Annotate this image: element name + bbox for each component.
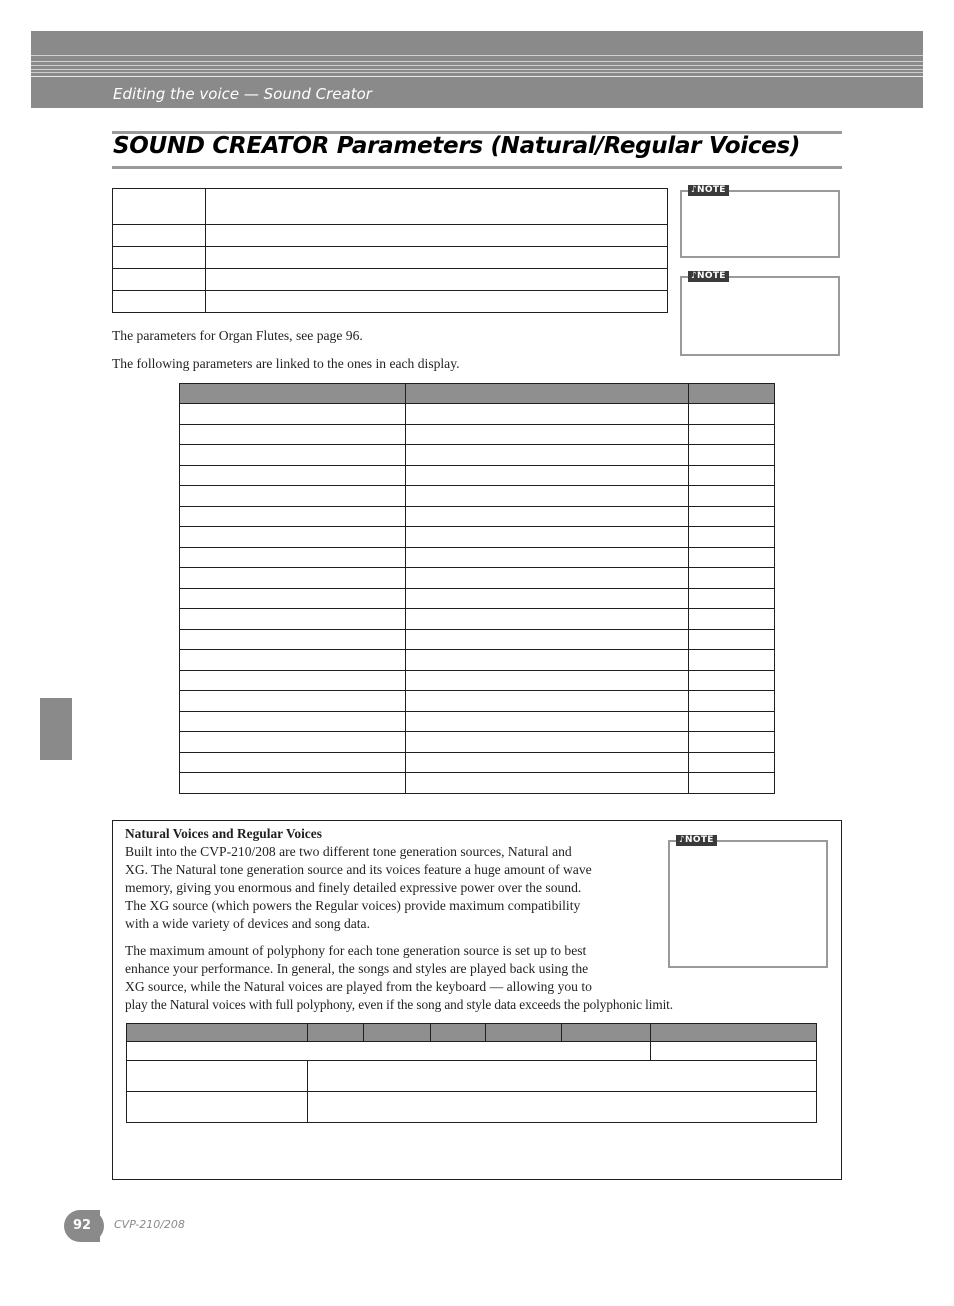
table-header-cell — [308, 1024, 364, 1042]
table-cell — [689, 445, 775, 466]
table-cell — [180, 732, 406, 753]
natural-voices-paragraph-2 — [125, 942, 673, 1014]
table-cell — [180, 711, 406, 732]
note-box — [680, 185, 840, 258]
table-cell — [689, 588, 775, 609]
text-line: Built into the CVP-210/208 are two different tone generation sources, Natural and — [125, 844, 572, 859]
note-icon: ♪NOTE — [688, 271, 729, 282]
table-cell — [206, 247, 668, 269]
table-cell — [689, 568, 775, 589]
table-cell — [406, 465, 689, 486]
section-label: Editing the voice — Sound Creator — [113, 85, 372, 103]
table-cell — [180, 650, 406, 671]
table-cell — [180, 670, 406, 691]
table-row — [180, 445, 775, 466]
table-cell — [689, 506, 775, 527]
note-box — [680, 271, 840, 356]
header-stripe — [31, 65, 923, 66]
table-cell — [180, 424, 406, 445]
table-header-cell — [180, 384, 406, 404]
table-header-cell — [486, 1024, 562, 1042]
table-cell — [689, 527, 775, 548]
table-cell — [689, 691, 775, 712]
header-stripe — [31, 69, 923, 70]
chapter-side-tab — [40, 698, 72, 760]
table-cell — [689, 732, 775, 753]
table-cell — [180, 568, 406, 589]
table-cell — [406, 691, 689, 712]
header-band — [31, 31, 923, 108]
table-row — [180, 732, 775, 753]
model-label: CVP-210/208 — [114, 1218, 185, 1231]
table-cell — [206, 291, 668, 313]
table-row — [180, 711, 775, 732]
table-row — [127, 1061, 817, 1092]
display-table — [112, 188, 668, 313]
table-row — [180, 752, 775, 773]
text-line: XG source, while the Natural voices are played from the keyboard — allowing you to — [125, 979, 592, 994]
table-header-cell — [431, 1024, 486, 1042]
table-cell — [406, 568, 689, 589]
text-line: memory, giving you enormous and finely detailed expressive power over the sound. — [125, 880, 582, 895]
table-row — [180, 588, 775, 609]
linked-params-text: The following parameters are linked to the ones in each display. — [112, 356, 460, 371]
table-row — [180, 486, 775, 507]
table-cell — [180, 404, 406, 425]
table-cell — [206, 189, 668, 225]
table-cell — [406, 752, 689, 773]
table-cell — [406, 506, 689, 527]
table-cell — [308, 1092, 817, 1123]
table-cell — [127, 1042, 651, 1061]
table-cell — [180, 609, 406, 630]
text-line: The XG source (which powers the Regular voices) provide maximum compatibility — [125, 898, 581, 913]
table-cell — [689, 465, 775, 486]
table-row — [127, 1042, 817, 1061]
table-row — [180, 465, 775, 486]
table-row — [180, 527, 775, 548]
table-header-cell — [562, 1024, 651, 1042]
table-cell — [406, 609, 689, 630]
table-cell — [113, 269, 206, 291]
table-row — [180, 424, 775, 445]
table-row — [113, 247, 668, 269]
note-icon: ♪NOTE — [676, 835, 717, 846]
table-row — [113, 291, 668, 313]
table-cell — [689, 711, 775, 732]
note-icon: ♪NOTE — [688, 185, 729, 196]
table-row — [180, 568, 775, 589]
table-cell — [689, 609, 775, 630]
table-cell — [689, 629, 775, 650]
table-cell — [406, 486, 689, 507]
text-line: enhance your performance. In general, the songs and styles are played back using the — [125, 961, 589, 976]
natural-voices-paragraph-1 — [125, 843, 592, 933]
table-cell — [308, 1061, 817, 1092]
header-stripe — [31, 61, 923, 62]
table-cell — [406, 732, 689, 753]
table-row — [180, 506, 775, 527]
table-header-cell — [364, 1024, 431, 1042]
table-cell — [406, 588, 689, 609]
table-cell — [113, 291, 206, 313]
table-cell — [406, 650, 689, 671]
table-cell — [406, 670, 689, 691]
table-cell — [180, 588, 406, 609]
table-header-row — [127, 1024, 817, 1042]
table-cell — [406, 424, 689, 445]
table-cell — [180, 527, 406, 548]
table-header-cell — [651, 1024, 817, 1042]
table-cell — [113, 247, 206, 269]
table-cell — [180, 486, 406, 507]
table-header-row — [180, 384, 775, 404]
table-row — [180, 650, 775, 671]
table-cell — [206, 225, 668, 247]
header-stripe — [31, 55, 923, 56]
text-line: The maximum amount of polyphony for each tone generation source is set up to best — [125, 943, 587, 958]
parameter-table — [179, 383, 775, 794]
table-cell — [689, 670, 775, 691]
table-cell — [406, 711, 689, 732]
title-rule-bottom — [112, 166, 842, 169]
table-cell — [406, 629, 689, 650]
text-line: XG. The Natural tone generation source and its voices feature a huge amount of wave — [125, 862, 592, 877]
page-title: SOUND CREATOR Parameters (Natural/Regular Voices) — [113, 133, 801, 159]
page-number: 92 — [64, 1210, 100, 1242]
table-row — [180, 609, 775, 630]
table-row — [113, 269, 668, 291]
table-cell — [127, 1061, 308, 1092]
text-line: with a wide variety of devices and song data. — [125, 916, 370, 931]
table-cell — [180, 465, 406, 486]
text-line: play the Natural voices with full polyphony, even if the song and style data exceeds the polyphonic limit. — [125, 997, 673, 1012]
table-row — [113, 225, 668, 247]
table-cell — [180, 629, 406, 650]
table-cell — [406, 404, 689, 425]
table-cell — [113, 189, 206, 225]
table-cell — [406, 547, 689, 568]
table-cell — [406, 445, 689, 466]
table-cell — [689, 547, 775, 568]
table-header-cell — [127, 1024, 308, 1042]
table-row — [180, 670, 775, 691]
table-cell — [180, 506, 406, 527]
header-stripe — [31, 72, 923, 73]
table-cell — [689, 404, 775, 425]
organ-flutes-text: The parameters for Organ Flutes, see page 96. — [112, 328, 363, 343]
table-cell — [180, 547, 406, 568]
table-cell — [406, 773, 689, 794]
table-cell — [180, 445, 406, 466]
table-cell — [651, 1042, 817, 1061]
table-cell — [689, 773, 775, 794]
table-cell — [180, 752, 406, 773]
header-stripe — [31, 76, 923, 77]
table-row — [180, 547, 775, 568]
table-cell — [406, 527, 689, 548]
table-row — [113, 189, 668, 225]
table-cell — [689, 650, 775, 671]
natural-voices-heading: Natural Voices and Regular Voices — [125, 826, 322, 841]
table-cell — [127, 1092, 308, 1123]
note-box — [668, 835, 828, 968]
table-cell — [180, 773, 406, 794]
table-row — [180, 629, 775, 650]
table-cell — [689, 424, 775, 445]
table-cell — [689, 752, 775, 773]
table-row — [180, 691, 775, 712]
table-cell — [689, 486, 775, 507]
table-cell — [206, 269, 668, 291]
table-header-cell — [689, 384, 775, 404]
table-row — [180, 404, 775, 425]
table-cell — [180, 691, 406, 712]
table-row — [180, 773, 775, 794]
table-cell — [113, 225, 206, 247]
table-header-cell — [406, 384, 689, 404]
polyphony-table — [126, 1023, 817, 1123]
table-row — [127, 1092, 817, 1123]
